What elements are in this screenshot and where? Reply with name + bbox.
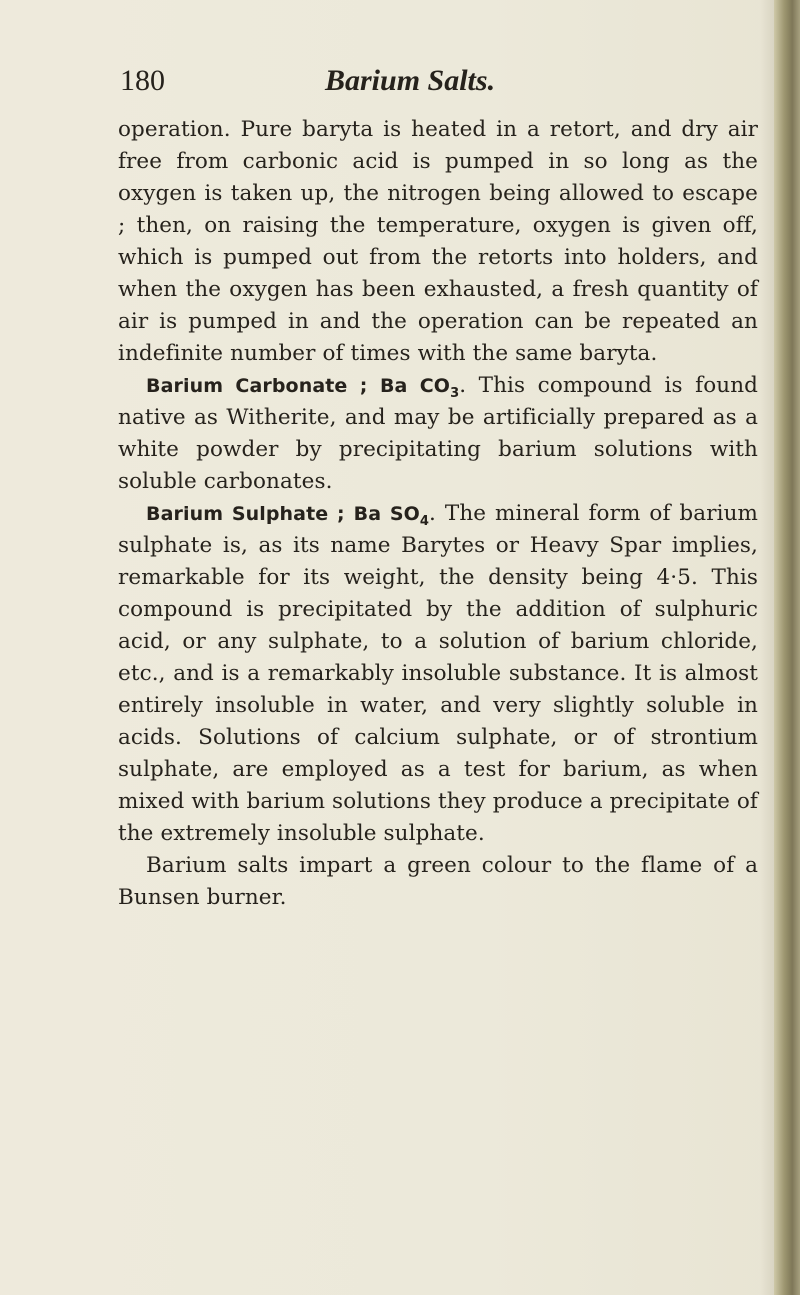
formula-subscript: 4 xyxy=(419,513,430,529)
body-text xyxy=(118,114,758,914)
section-heading-barium-carbonate: Barium Carbonate ; xyxy=(146,375,368,397)
section-heading-barium-sulphate: Barium Sulphate ; xyxy=(146,503,345,525)
page-edge xyxy=(774,0,800,1295)
formula-base: Ba SO xyxy=(353,503,420,525)
paragraph-barium-sulphate xyxy=(118,498,758,850)
chemical-formula-carbonate xyxy=(379,375,460,401)
chemical-formula-sulphate xyxy=(353,503,430,529)
formula-subscript: 3 xyxy=(450,385,460,401)
paragraph-oxygen-process: operation. Pure baryta is heated in a retort, and dry air free from carbonic acid is pumped in so long as the oxygen is taken up, the nitrogen being allowed to escape ; then, on raising the temperature, oxygen is given off, which is pumped out from the retorts into holders, and when the oxygen has been exhausted, a fresh quantity of air is pumped in and the operation can be repeated an indefinite number of times with the same baryta. xyxy=(118,117,758,366)
paragraph-text: . The mineral form of barium sulphate is, as its name Barytes or Heavy Spar implies, remarkable for its weight, the density being 4·5. This compound is precipitated by the addition of sulphuric acid, or any sulphate, to a solution of barium chloride, etc., and is a remarkably insoluble substance. It is almost entirely insoluble in water, and very slightly soluble in acids. Solutions of calcium sulphate, or of strontium sulphate, are employed as a test for barium, as when mixed with barium solutions they produce a precipitate of the extremely insoluble sulphate. xyxy=(118,501,758,846)
paragraph-barium-carbonate xyxy=(118,370,758,498)
page-gutter-shadow xyxy=(760,0,774,1295)
page-number: 180 xyxy=(120,64,165,97)
paragraph-flame-test: Barium salts impart a green colour to the flame of a Bunsen burner. xyxy=(118,853,758,910)
chapter-title: Barium Salts. xyxy=(325,64,496,97)
formula-base: Ba CO xyxy=(379,375,451,397)
paragraph-text: . This compound is found native as Witherite, and may be artificially prepared as a white powder by precipitating barium solutions with soluble carbonates. xyxy=(118,373,759,494)
running-head xyxy=(120,64,760,104)
